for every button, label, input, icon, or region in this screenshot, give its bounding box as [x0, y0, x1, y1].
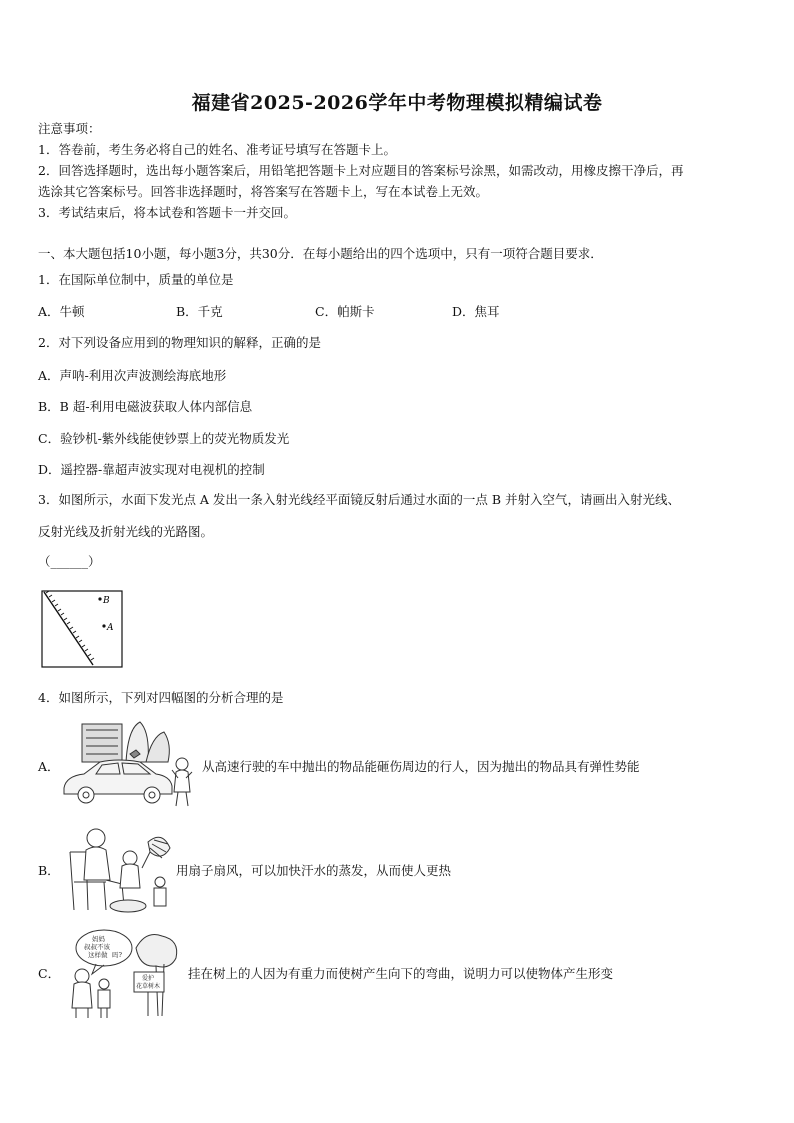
- question-4-option-a-letter: A．: [38, 759, 60, 774]
- question-4-image-a: [60, 718, 198, 810]
- notice-heading: 注意事项：: [38, 121, 101, 136]
- adult-icon: [75, 969, 89, 983]
- question-2-option-c: C．验钞机-紫外线能使钞票上的荧光物质发光: [38, 431, 290, 446]
- tank-diagram: [40, 588, 126, 670]
- plane-mirror: [44, 591, 94, 665]
- question-1-option-d: D．焦耳: [452, 304, 500, 319]
- page-title: 福建省2025-2026学年中考物理模拟精编试卷: [191, 92, 603, 114]
- basin-icon: [110, 900, 146, 912]
- tree-icon: [136, 935, 177, 968]
- question-1-option-c: C．帕斯卡: [315, 304, 375, 319]
- question-3-answer-blank[interactable]: （______）: [38, 554, 101, 569]
- question-3-figure: [40, 588, 126, 670]
- question-1-stem: 1．在国际单位制中，质量的单位是: [38, 272, 234, 287]
- sign-line-2: 花草树木: [136, 983, 161, 990]
- car-throwing-illustration: [60, 718, 198, 810]
- child-icon: [99, 979, 109, 989]
- sign-line-1: 爱护: [142, 975, 155, 982]
- question-2-option-d: D．遥控器-靠超声波实现对电视机的控制: [38, 462, 265, 477]
- point-b: [98, 597, 101, 600]
- question-4-option-a-text: 从高速行驶的车中抛出的物品能砸伤周边的行人，因为抛出的物品具有弹性势能: [202, 759, 640, 774]
- point-a: [102, 624, 105, 627]
- bubble-line-4: 吗?: [112, 951, 122, 959]
- question-4-image-c: [66, 928, 184, 1020]
- man-icon: [87, 829, 105, 847]
- notice-item-2-cont: 选涂其它答案标号。回答非选择题时，将答案写在答题卡上，写在本试卷上无效。: [38, 184, 489, 199]
- tree-hanging-illustration: [66, 928, 184, 1020]
- question-1-option-b: B．千克: [176, 304, 223, 319]
- fan-illustration: [66, 822, 176, 916]
- question-4-option-c-letter: C．: [38, 966, 61, 981]
- bubble-line-1: 妈妈: [92, 935, 105, 943]
- question-2-option-a: A．声呐-利用次声波测绘海底地形: [38, 368, 227, 383]
- point-b-label: B: [103, 596, 110, 606]
- notice-item-2: 2．回答选择题时，选出每小题答案后，用铅笔把答题卡上对应题目的答案标号涂黑，如需改动，用橡皮擦干净后，再: [38, 163, 684, 178]
- question-3-stem-line2: 反射光线及折射光线的光路图。: [38, 524, 214, 539]
- question-2-stem: 2．对下列设备应用到的物理知识的解释，正确的是: [38, 335, 321, 350]
- question-4-stem: 4．如图所示，下列对四幅图的分析合理的是: [38, 690, 284, 705]
- question-4-option-c-text: 挂在树上的人因为有重力而使树产生向下的弯曲，说明力可以使物体产生形变: [188, 966, 614, 981]
- notice-item-3: 3．考试结束后，将本试卷和答题卡一并交回。: [38, 205, 296, 220]
- question-3-stem-line1: 3．如图所示，水面下发光点 A 发出一条入射光线经平面镜反射后通过水面的一点 B 并射入空气，请画出入射光线、: [38, 492, 681, 507]
- notice-item-1: 1．答卷前，考生务必将自己的姓名、准考证号填写在答题卡上。: [38, 142, 396, 157]
- point-a-label: A: [107, 623, 114, 633]
- question-2-option-b: B．B 超-利用电磁波获取人体内部信息: [38, 399, 253, 414]
- question-1-option-a: A．牛顿: [38, 304, 85, 319]
- question-4-image-b: [66, 822, 176, 916]
- question-4-option-b-letter: B．: [38, 863, 60, 878]
- pedestrian-icon: [176, 758, 188, 770]
- question-4-option-b-text: 用扇子扇风，可以加快汗水的蒸发，从而使人更热: [176, 863, 452, 878]
- fan-icon: [148, 837, 170, 856]
- bubble-line-2: 叔叔不该: [84, 943, 110, 951]
- bubble-line-3: 这样做: [88, 951, 108, 959]
- section-heading: 一、本大题包括10小题，每小题3分，共30分．在每小题给出的四个选项中，只有一项符合题目要求．: [38, 246, 603, 261]
- child-icon: [123, 851, 137, 865]
